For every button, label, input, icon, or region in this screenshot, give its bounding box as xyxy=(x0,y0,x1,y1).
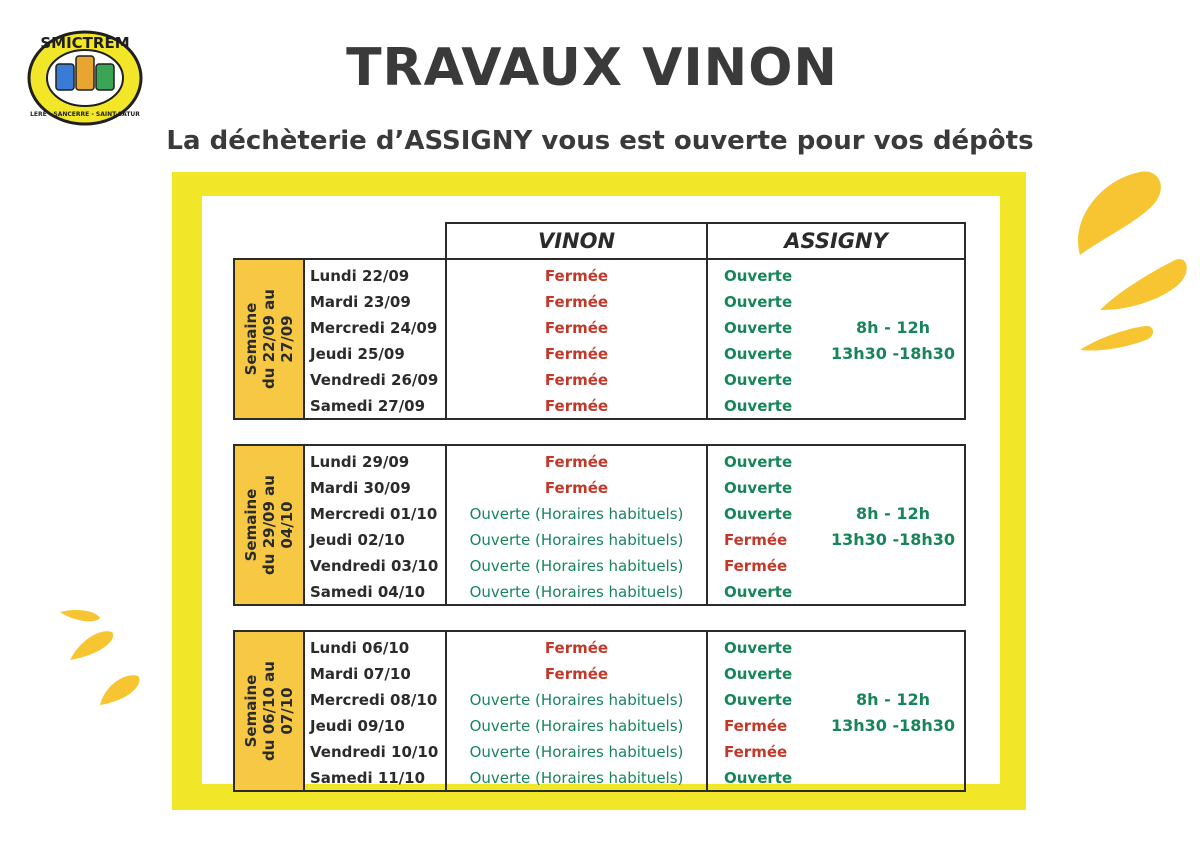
vinon-column xyxy=(445,444,708,606)
logo-subtext: LERE - SANCERRE - SAINT-SATUR xyxy=(30,111,140,118)
week-label-line: 27/09 xyxy=(278,315,297,363)
page-title: TRAVAUX VINON xyxy=(346,38,838,98)
week-block xyxy=(233,258,966,420)
column-header-assigny: ASSIGNY xyxy=(706,222,966,260)
assigny-status: Ouverte xyxy=(724,345,793,363)
assigny-status: Ouverte xyxy=(724,479,793,497)
assigny-status: Ouverte xyxy=(724,691,793,709)
vinon-status: Fermée xyxy=(544,371,609,389)
assigny-status: Ouverte xyxy=(724,293,793,311)
column-header-vinon: VINON xyxy=(445,222,708,260)
vinon-status: Fermée xyxy=(544,397,609,415)
assigny-status: Ouverte xyxy=(724,453,793,471)
vinon-column xyxy=(445,258,708,420)
assigny-status: Fermée xyxy=(724,717,788,735)
splash-decoration-right xyxy=(1060,160,1200,360)
logo-wordmark: SMICTREM xyxy=(40,34,130,52)
week-label-line: Semaine xyxy=(242,488,261,562)
days-column xyxy=(305,630,447,792)
week-label xyxy=(233,258,305,420)
day-label: Jeudi 25/09 xyxy=(310,345,405,363)
assigny-opening-hours: 8h - 12h xyxy=(856,504,930,523)
assigny-status: Ouverte xyxy=(724,583,793,601)
week-block xyxy=(233,630,966,792)
day-label: Vendredi 10/10 xyxy=(310,743,439,761)
vinon-status: Fermée xyxy=(544,267,609,285)
day-label: Mercredi 01/10 xyxy=(310,505,438,523)
day-label: Lundi 06/10 xyxy=(310,639,410,657)
week-label-line: 04/10 xyxy=(278,501,297,549)
assigny-column xyxy=(706,630,966,792)
day-label: Mardi 23/09 xyxy=(310,293,411,311)
splash-decoration-left xyxy=(40,600,160,720)
vinon-status: Fermée xyxy=(544,479,609,497)
day-label: Mardi 30/09 xyxy=(310,479,411,497)
day-label: Vendredi 26/09 xyxy=(310,371,439,389)
vinon-status: Fermée xyxy=(544,319,609,337)
day-label: Samedi 27/09 xyxy=(310,397,426,415)
assigny-status: Ouverte xyxy=(724,639,793,657)
vinon-status: Fermée xyxy=(544,293,609,311)
day-label: Lundi 29/09 xyxy=(310,453,410,471)
assigny-opening-hours: 8h - 12h xyxy=(856,690,930,709)
assigny-status: Ouverte xyxy=(724,769,793,787)
assigny-status: Fermée xyxy=(724,743,788,761)
day-label: Vendredi 03/10 xyxy=(310,557,439,575)
assigny-opening-hours: 13h30 -18h30 xyxy=(830,716,956,735)
day-label: Jeudi 02/10 xyxy=(310,531,405,549)
assigny-status: Ouverte xyxy=(724,371,793,389)
assigny-status: Fermée xyxy=(724,531,788,549)
vinon-status: Fermée xyxy=(544,345,609,363)
day-label: Samedi 11/10 xyxy=(310,769,426,787)
week-label-line: du 22/09 au xyxy=(260,289,279,389)
week-label-line: Semaine xyxy=(242,302,261,376)
vinon-status: Ouverte (Horaires habituels) xyxy=(469,583,684,601)
vinon-status: Fermée xyxy=(544,453,609,471)
vinon-status: Fermée xyxy=(544,639,609,657)
vinon-status: Ouverte (Horaires habituels) xyxy=(469,531,684,549)
day-label: Mercredi 08/10 xyxy=(310,691,438,709)
assigny-status: Fermée xyxy=(724,557,788,575)
day-label: Mardi 07/10 xyxy=(310,665,411,683)
vinon-status: Ouverte (Horaires habituels) xyxy=(469,769,684,787)
assigny-column xyxy=(706,444,966,606)
page-subtitle: La déchèterie d’ASSIGNY vous est ouverte pour vos dépôts xyxy=(166,126,1034,156)
vinon-status: Ouverte (Horaires habituels) xyxy=(469,505,684,523)
week-label-line: 07/10 xyxy=(278,687,297,735)
day-label: Mercredi 24/09 xyxy=(310,319,438,337)
week-block xyxy=(233,444,966,606)
vinon-column xyxy=(445,630,708,792)
week-label-line: du 06/10 au xyxy=(260,661,279,761)
days-column xyxy=(305,258,447,420)
vinon-status: Ouverte (Horaires habituels) xyxy=(469,691,684,709)
day-label: Jeudi 09/10 xyxy=(310,717,405,735)
vinon-status: Ouverte (Horaires habituels) xyxy=(469,743,684,761)
day-label: Lundi 22/09 xyxy=(310,267,410,285)
assigny-status: Ouverte xyxy=(724,505,793,523)
assigny-status: Ouverte xyxy=(724,665,793,683)
vinon-status: Fermée xyxy=(544,665,609,683)
week-label-line: Semaine xyxy=(242,674,261,748)
assigny-status: Ouverte xyxy=(724,267,793,285)
vinon-status: Ouverte (Horaires habituels) xyxy=(469,557,684,575)
week-label xyxy=(233,444,305,606)
week-label xyxy=(233,630,305,792)
vinon-status: Ouverte (Horaires habituels) xyxy=(469,717,684,735)
week-label-line: du 29/09 au xyxy=(260,475,279,575)
assigny-status: Ouverte xyxy=(724,319,793,337)
day-label: Samedi 04/10 xyxy=(310,583,426,601)
days-column xyxy=(305,444,447,606)
assigny-opening-hours: 13h30 -18h30 xyxy=(830,530,956,549)
assigny-opening-hours: 13h30 -18h30 xyxy=(830,344,956,363)
assigny-column xyxy=(706,258,966,420)
assigny-status: Ouverte xyxy=(724,397,793,415)
assigny-opening-hours: 8h - 12h xyxy=(856,318,930,337)
